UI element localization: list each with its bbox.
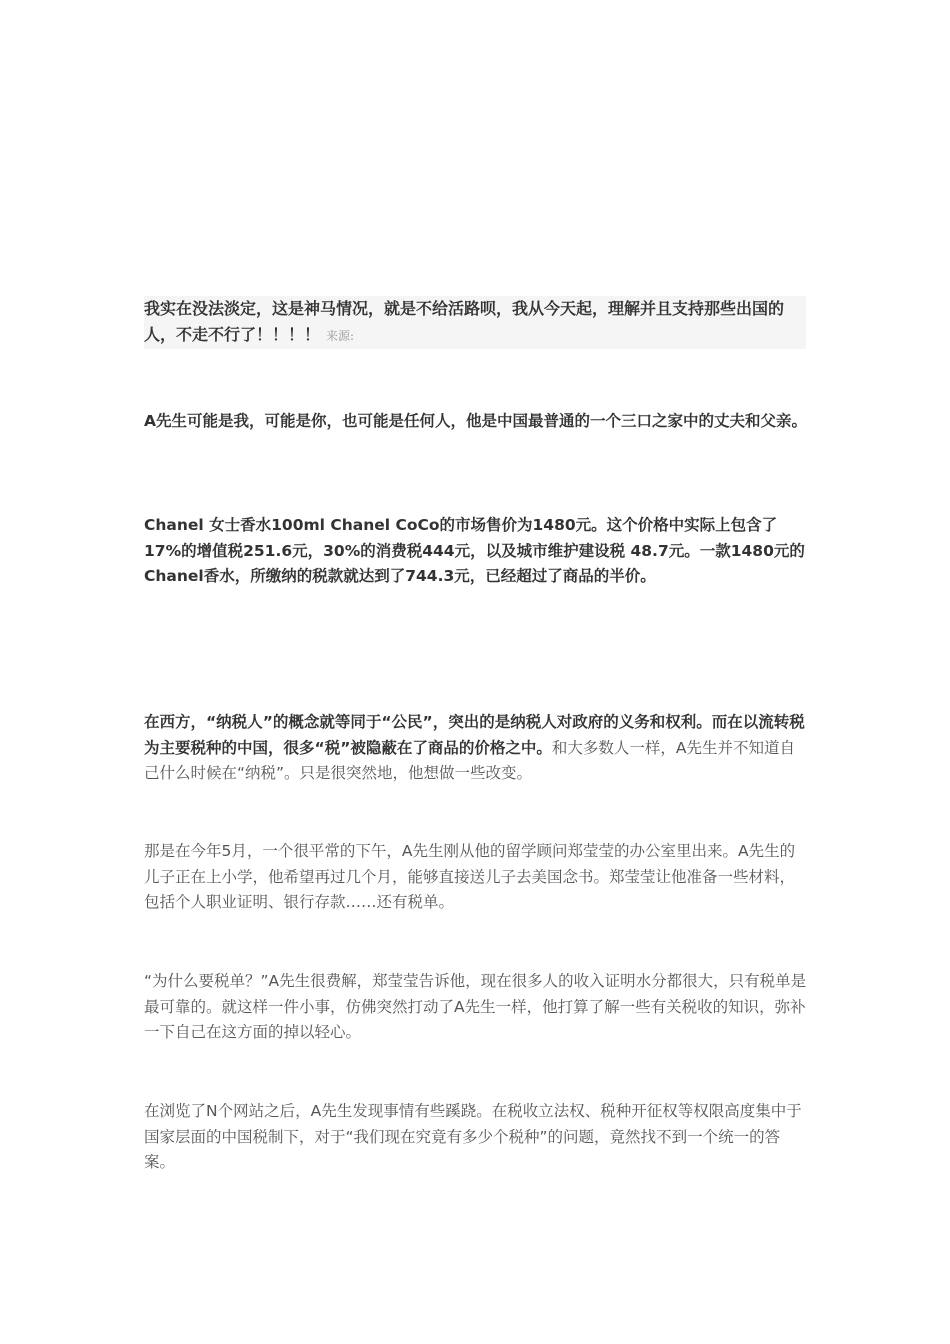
paragraph-2: Chanel 女士香水100ml Chanel CoCo的市场售价为1480元。这个价格中实际上包含了17%的增值税251.6元，30%的消费税444元，以及城市维护建设税 48.7元。一款1480元的Chanel香水，所缴纳的税款就达到了744.3元，已经超过了商品的半价。 [144, 516, 805, 585]
paragraph-6: 在浏览了N个网站之后，A先生发现事情有些蹊跷。在税收立法权、税种开征权等权限高度集中于国家层面的中国税制下，对于“我们现在究竟有多少个税种”的问题，竟然找不到一个统一的答案。 [144, 1102, 802, 1171]
source-label: 来源: [326, 328, 355, 343]
article-title-block [144, 296, 806, 349]
paragraph-3-normal: 和大多数人一样，A先生并不知道自己什么时候在“纳税”。只是很突然地，他想做一些改变。 [144, 738, 795, 782]
paragraph-3-bold: 在西方，“纳税人”的概念就等同于“公民”，突出的是纳税人对政府的义务和权利。而在以流转税为主要税种的中国，很多“税”被隐蔽在了商品的价格之中。 [144, 713, 805, 757]
paragraph-5: “为什么要税单？”A先生很费解，郑莹莹告诉他，现在很多人的收入证明水分都很大，只有税单是最可靠的。就这样一件小事，仿佛突然打动了A先生一样，他打算了解一些有关税收的知识，弥补一下自己在这方面的掉以轻心。 [144, 972, 807, 1041]
paragraph-3 [144, 710, 808, 787]
paragraph-1: A先生可能是我，可能是你，也可能是任何人，他是中国最普通的一个三口之家中的丈夫和父亲。 [144, 412, 807, 430]
article-title: 我实在没法淡定，这是神马情况，就是不给活路呗，我从今天起，理解并且支持那些出国的人，不走不行了！！！！ [144, 299, 785, 344]
paragraph-4: 那是在今年5月，一个很平常的下午，A先生刚从他的留学顾问郑莹莹的办公室里出来。A先生的儿子正在上小学，他希望再过几个月，能够直接送儿子去美国念书。郑莹莹让他准备一些材料，包括个人职业证明、银行存款……还有税单。 [144, 842, 796, 911]
